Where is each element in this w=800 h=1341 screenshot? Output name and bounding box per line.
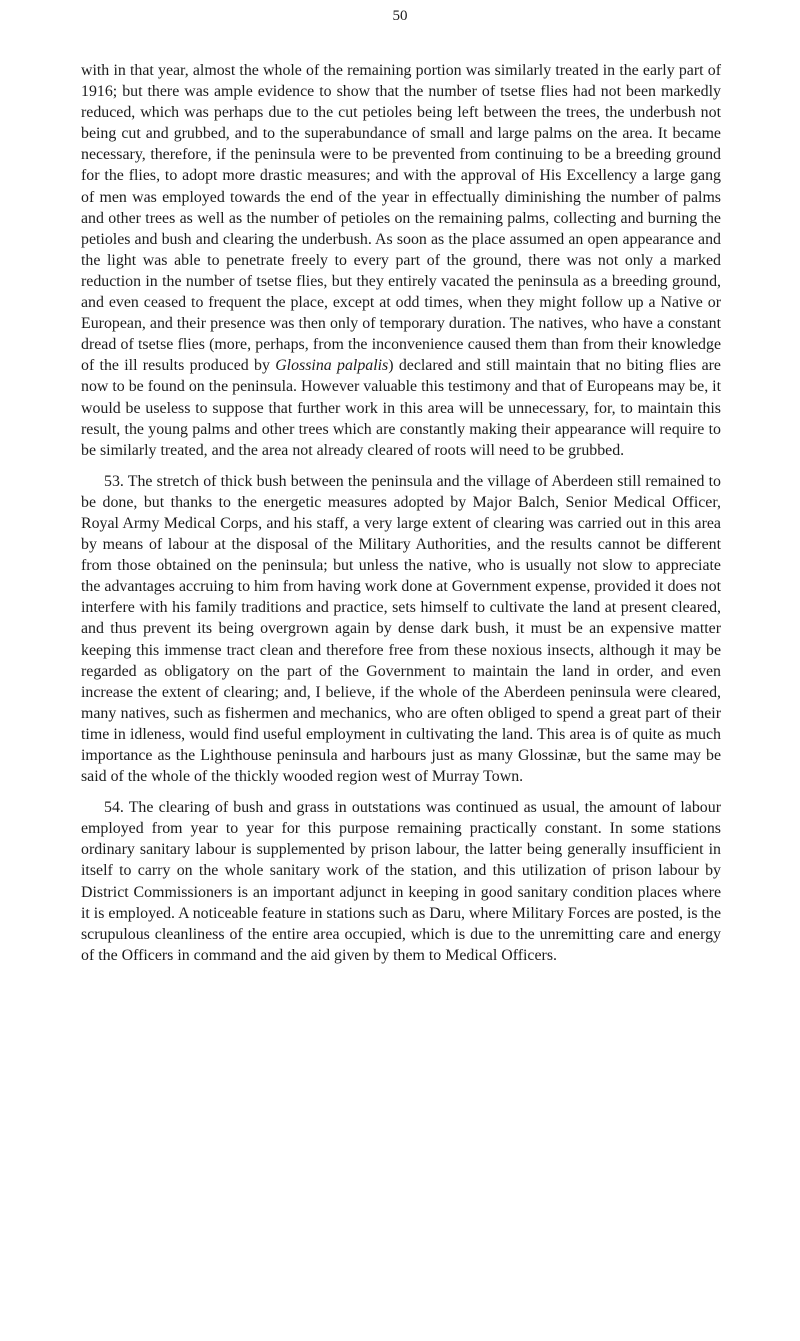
paragraph-53: 53. The stretch of thick bush between the peninsula and the village of Aberdeen still remained to be done, but thanks to the energetic measures adopted by Major Balch, Senior Medical Officer, Royal Army Medical Corps, and his staff, a very large extent of clearing was carried out in this area by means of labour at the disposal of the Military Authorities, and the results cannot be different from those obtained on the peninsula; but unless the native, who is usually not slow to appreciate the advantages accruing to him from having work done at Government expense, provided it does not interfere with his family traditions and practice, sets himself to cultivate the land at present cleared, and thus prevent its being overgrown again by dense dark bush, it must be an expensive matter keeping this immense tract clean and therefore free from these noxious insects, although it may be regarded as obligatory on the part of the Government to maintain the land in order, and even increase the extent of clearing; and, I believe, if the whole of the Aberdeen peninsula were cleared, many natives, such as fishermen and mechanics, who are often obliged to spend a great part of their time in idleness, would find useful employment in cultivating the land. This area is of quite as much importance as the Lighthouse peninsula and harbours just as many Glossinæ, but the same may be said of the whole of the thickly wooded region west of Murray Town. bbox=[81, 472, 721, 786]
paragraph-text-part-2: ) declared and still maintain that no biting flies are now to be found on the peninsula. However valuable this testimony and that of Europeans may be, it would be useless to suppose that further work in this area will be unnecessary, for, to maintain this result, the young palms and other trees which are constantly making their appearance will require to be similarly treated, and the area not already cleared of roots will need to be grubbed. bbox=[81, 357, 721, 459]
species-name-italic: Glossina palpalis bbox=[275, 357, 389, 375]
paragraph-text-part-1: with in that year, almost the whole of the remaining portion was similarly treated in the early part of 1916; but there was ample evidence to show that the number of tsetse flies had not been markedly reduced, which was perhaps due to the cut petioles being left between the trees, the underbush not being cut and grubbed, and to the superabundance of small and large palms on the area. It became necessary, therefore, if the peninsula were to be prevented from continuing to be a breeding ground for the flies, to adopt more drastic measures; and with the approval of His Excellency a large gang of men was employed towards the end of the year in effectually diminishing the number of palms and other trees as well as the number of petioles on the remaining palms, collecting and burning the petioles and bush and clearing the underbush. As soon as the place assumed an open appearance and the light was able to penetrate freely to every part of the ground, there was not only a marked reduction in the number of tsetse flies, but they entirely vacated the peninsula as a breeding ground, and even ceased to frequent the place, except at odd times, when they might follow up a Native or European, and their presence was then only of temporary duration. The natives, who have a constant dread of tsetse flies (more, perhaps, from the inconvenience caused them than from their knowledge of the ill results produced by bbox=[81, 62, 721, 375]
paragraph-continued bbox=[81, 60, 721, 461]
paragraph-54: 54. The clearing of bush and grass in outstations was continued as usual, the amount of labour employed from year to year for this purpose remaining practically constant. In some stations ordinary sanitary labour is supplemented by prison labour, the latter being generally insufficient in itself to carry on the whole sanitary work of the station, and this utilization of prison labour by District Commissioners is an important adjunct in keeping in good sanitary condition places where it is employed. A noticeable feature in stations such as Daru, where Military Forces are posted, is the scrupulous cleanliness of the entire area occupied, which is due to the unremitting care and energy of the Officers in command and the aid given by them to Medical Officers. bbox=[81, 799, 721, 964]
page-number: 50 bbox=[392, 8, 408, 24]
body-text bbox=[81, 60, 721, 966]
